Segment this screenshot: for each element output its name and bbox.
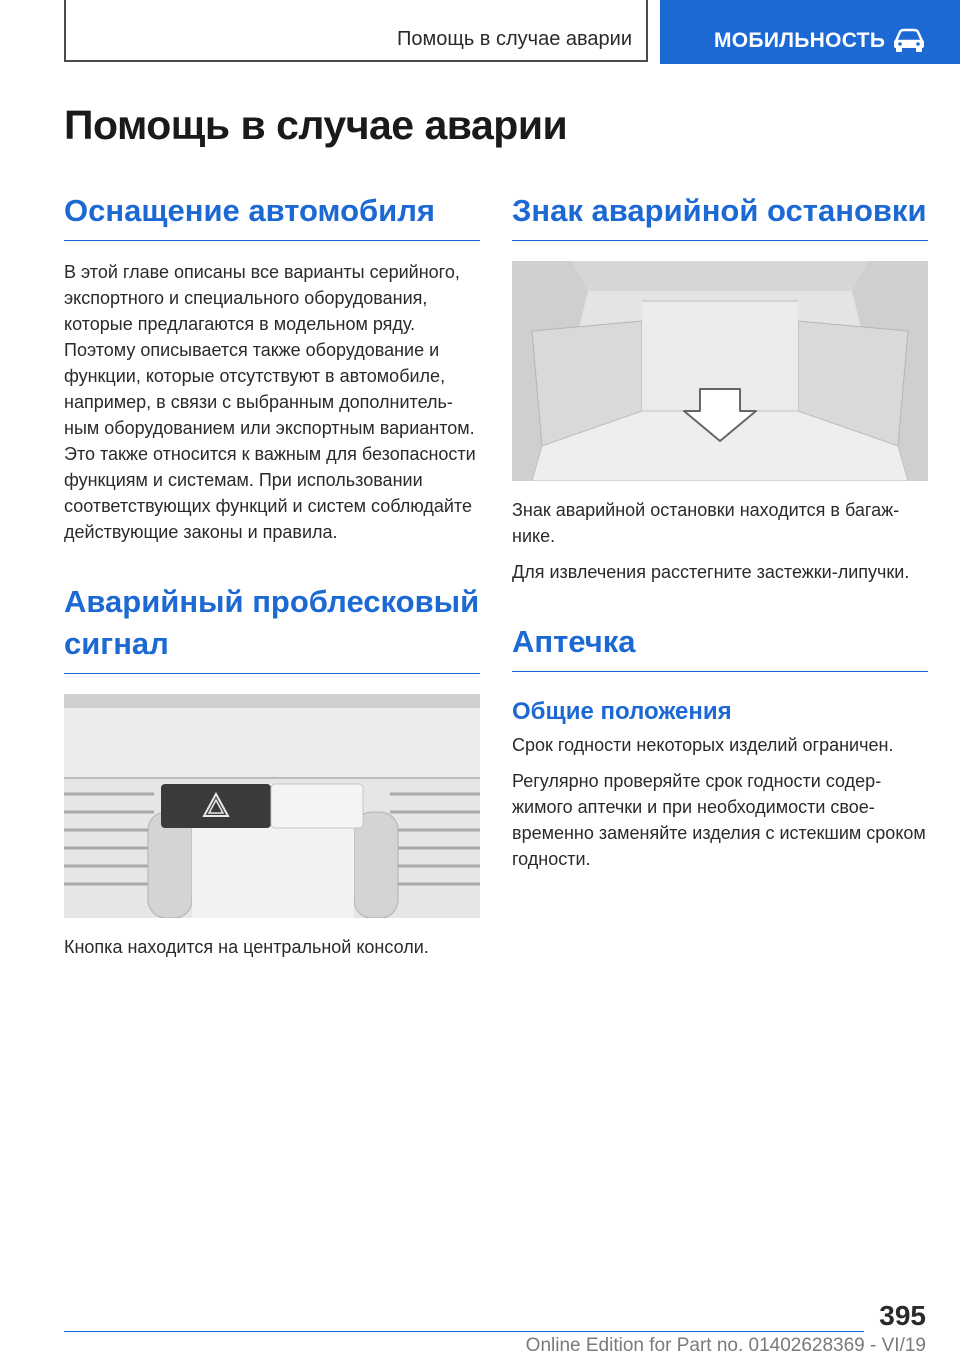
trunk-image [512,261,928,481]
page-number: 395 [879,1300,926,1331]
right-column [512,190,928,872]
footer-edition: Online Edition for Part no. 01402628369 - VI/19 [525,1335,926,1356]
heading-warning-triangle: Знак аварийной остановки [512,190,928,241]
warning-triangle-text-2: Для извлечения расстегните застежки-липучки. [512,561,910,582]
heading-first-aid-kit: Аптечка [512,621,928,672]
section-title: Помощь в случае аварии [397,28,632,50]
footer-rule [64,1331,864,1332]
page-header [0,0,960,64]
hazard-button-caption: Кнопка находится на центральной консоли. [64,936,429,957]
heading-vehicle-equipment: Оснащение автомобиля [64,190,480,241]
left-column [64,190,480,960]
heading-hazard-lights: Аварийный проблесковый сигнал [64,581,480,674]
chapter-tab [660,0,960,64]
hazard-button-image [64,694,480,918]
car-icon [892,26,926,54]
chapter-title: МОБИЛЬНОСТЬ [714,29,886,52]
section-tab [64,0,648,62]
first-aid-text-1: Срок годности некоторых изделий ограничен. [512,734,894,755]
page-title: Помощь в случае аварии [64,102,568,148]
first-aid-text-2: Регулярно проверяйте срок годности содержимого аптечки и при необходимости своевременно заменяйте изделия с истекшим сроком годности. [512,770,926,869]
vehicle-equipment-text: В этой главе описаны все варианты серийного, экспортного и специального оборудования, которые предлагаются в модельном ряду. Поэтому описывается также оборудование и функции, которые отсутствуют в автомобиле, например, в связи с выбранным дополнительным оборудованием или экспортным вариантом. Это также относится к важным для безопасности функциям и системам. При использовании соответствующих функций и систем соблюдайте действующие законы и правила. [64,261,476,542]
subheading-general: Общие положения [512,697,732,725]
warning-triangle-text-1: Знак аварийной остановки находится в багажнике. [512,499,900,546]
